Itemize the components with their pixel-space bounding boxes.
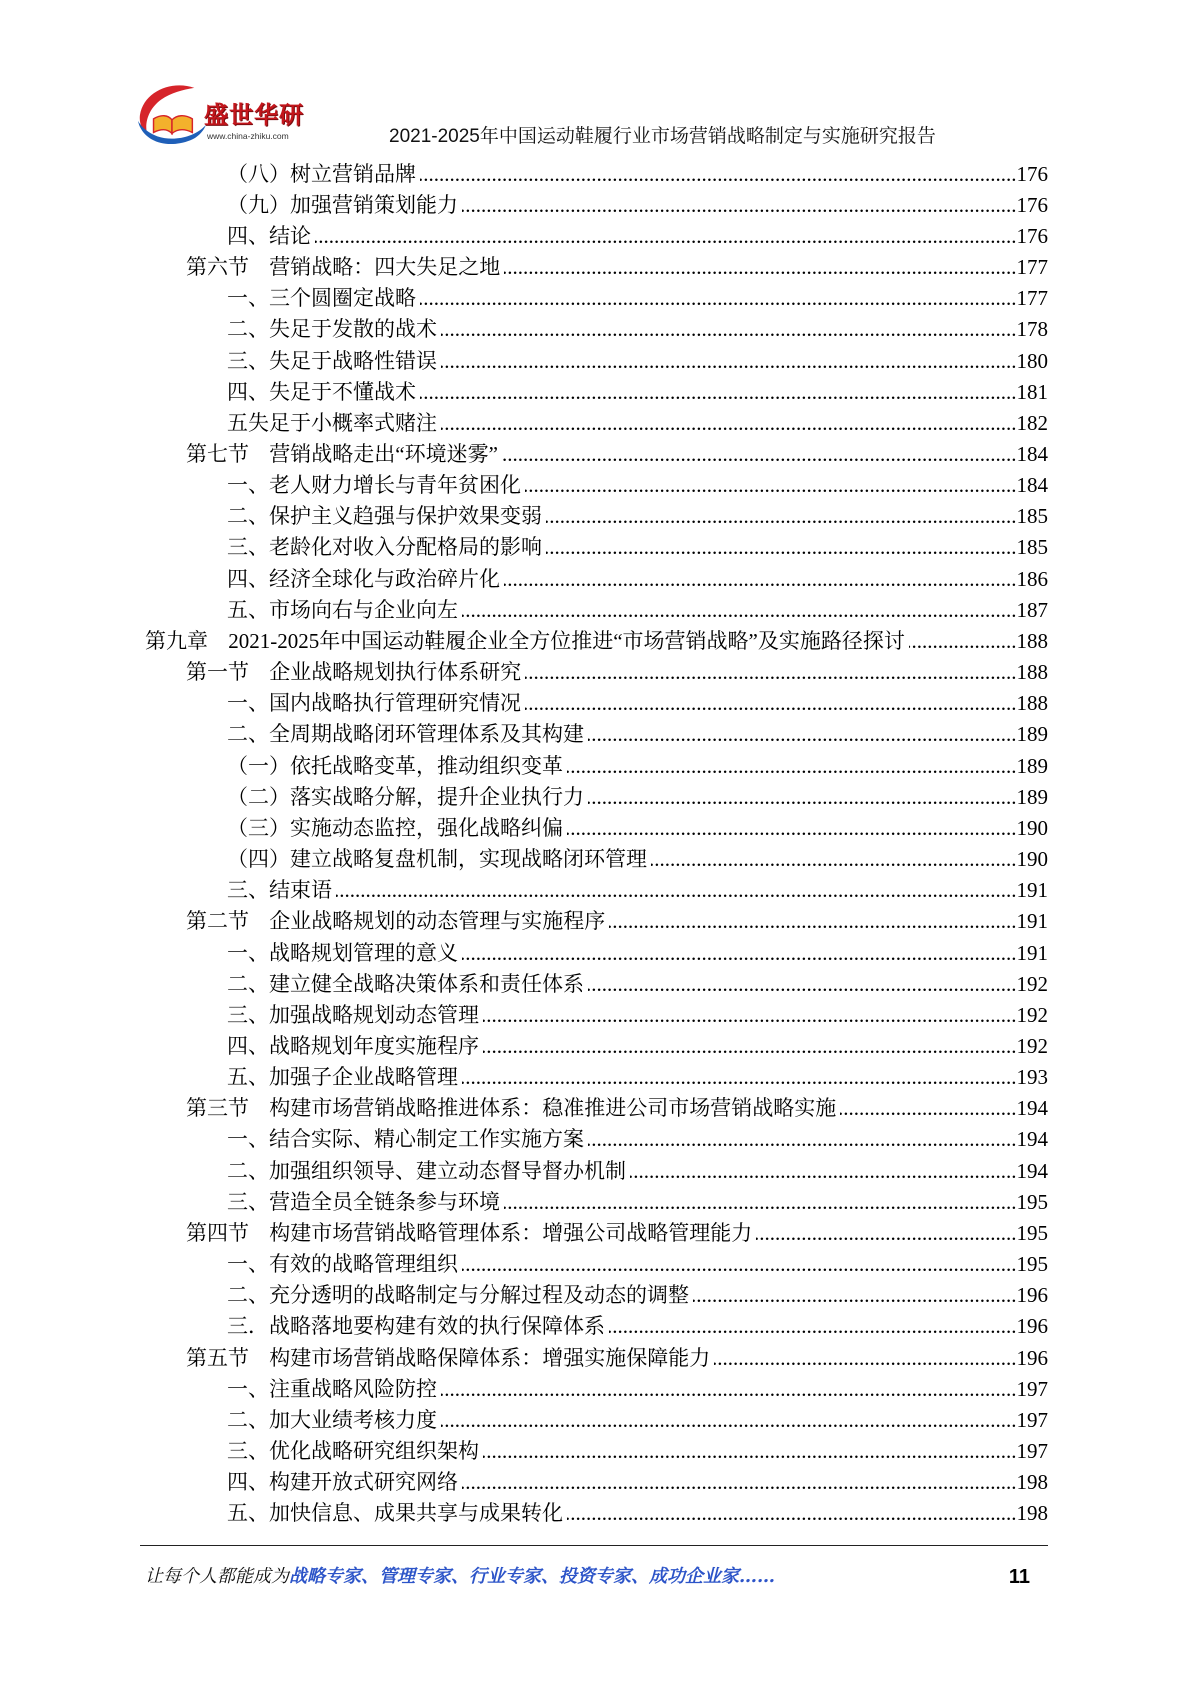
logo-url: www.china-zhiku.com <box>207 131 289 141</box>
toc-entry-title: 一、国内战略执行管理研究情况 <box>227 691 521 716</box>
toc-entry-page: 195 <box>1016 1252 1048 1277</box>
toc-entry-title: 四、构建开放式研究网络 <box>227 1470 458 1495</box>
toc-entry-page: 196 <box>1016 1314 1048 1339</box>
toc-entry-page: 196 <box>1016 1345 1048 1370</box>
toc-entry-page: 191 <box>1016 909 1048 934</box>
page-number: 11 <box>1008 1566 1030 1588</box>
toc-entry-page: 184 <box>1016 442 1048 466</box>
toc-entry-title: 第三节 构建市场营销战略推进体系：稳准推进公司市场营销战略实施 <box>186 1096 837 1121</box>
dot-leader <box>588 1124 1017 1155</box>
toc-entry-item[interactable] <box>227 1436 1048 1467</box>
logo-name: 盛世华研 <box>204 101 304 129</box>
toc-entry-page: 177 <box>1016 255 1048 280</box>
toc-entry-item[interactable] <box>227 408 1048 439</box>
toc-entry-item[interactable] <box>227 595 1048 626</box>
toc-entry-page: 177 <box>1016 286 1048 311</box>
dot-leader <box>441 408 1017 439</box>
dot-leader <box>504 1187 1017 1218</box>
toc-entry-page: 190 <box>1016 815 1048 840</box>
toc-entry-item[interactable] <box>227 564 1048 595</box>
toc-entry-title: （四）建立战略复盘机制，实现战略闭环管理 <box>227 847 647 872</box>
toc-entry-title: 二、全周期战略闭环管理体系及其构建 <box>227 722 584 747</box>
toc-entry-item[interactable] <box>227 938 1048 969</box>
dot-leader <box>840 1093 1016 1124</box>
toc-entry-page: 196 <box>1016 1283 1048 1308</box>
toc-entry-item[interactable] <box>227 1249 1048 1280</box>
toc-entry-title: 三、失足于战略性错误 <box>227 348 437 373</box>
toc-entry-title: 五、加强子企业战略管理 <box>227 1065 458 1090</box>
toc-entry-page: 191 <box>1016 878 1048 903</box>
toc-entry-title: 一、战略规划管理的意义 <box>227 940 458 965</box>
toc-entry-page: 176 <box>1016 161 1048 186</box>
toc-entry-title: 第五节 构建市场营销战略保障体系：增强实施保障能力 <box>186 1345 711 1370</box>
toc-entry-title: 三、结束语 <box>227 878 332 903</box>
toc-entry-title: 第九章 2021-2025年中国运动鞋履企业全方位推进“市场营销战略”及实施路径探讨 <box>145 628 905 653</box>
toc-entry-title: 五失足于小概率式赌注 <box>227 410 437 435</box>
toc-entry-page: 185 <box>1016 535 1048 560</box>
toc-entry-title: （三）实施动态监控，强化战略纠偏 <box>227 815 563 840</box>
toc-entry-page: 186 <box>1016 566 1048 591</box>
toc-entry-page: 190 <box>1016 847 1048 872</box>
toc-entry-title: 一、老人财力增长与青年贫困化 <box>227 473 521 498</box>
dot-leader <box>909 626 1017 657</box>
toc-entry-item[interactable] <box>227 688 1048 719</box>
toc-entry-subitem[interactable] <box>227 813 1048 844</box>
toc-entry-section[interactable] <box>186 906 1048 937</box>
toc-entry-item[interactable] <box>227 1311 1048 1342</box>
report-title: 2021-2025年中国运动鞋履行业市场营销战略制定与实施研究报告 <box>389 126 936 147</box>
toc-entry-title: 四、结论 <box>227 223 311 248</box>
dot-leader <box>462 595 1017 626</box>
dot-leader <box>420 159 1017 190</box>
toc-entry-item[interactable] <box>227 875 1048 906</box>
toc-entry-subitem[interactable] <box>227 159 1048 190</box>
dot-leader <box>525 657 1016 688</box>
dot-leader <box>567 751 1017 782</box>
toc-entry-page: 189 <box>1016 784 1048 809</box>
table-of-contents <box>0 159 1191 1530</box>
toc-entry-item[interactable] <box>227 1031 1048 1062</box>
toc-entry-page: 197 <box>1016 1439 1048 1463</box>
toc-entry-item[interactable] <box>227 1405 1048 1436</box>
toc-entry-page: 195 <box>1016 1189 1048 1214</box>
toc-entry-page: 192 <box>1016 971 1048 996</box>
toc-entry-title: 一、结合实际、精心制定工作实施方案 <box>227 1127 584 1152</box>
toc-entry-section[interactable] <box>186 657 1048 688</box>
dot-leader <box>567 1498 1017 1529</box>
dot-leader <box>567 813 1017 844</box>
toc-entry-title: 五、加快信息、成果共享与成果转化 <box>227 1501 563 1526</box>
dot-leader <box>504 252 1016 283</box>
toc-entry-item[interactable] <box>227 1187 1048 1218</box>
dot-leader <box>630 1156 1017 1187</box>
toc-entry-item[interactable] <box>227 470 1048 501</box>
toc-entry-title: 四、失足于不懂战术 <box>227 379 416 404</box>
dot-leader <box>502 439 1017 470</box>
toc-entry-title: 二、加大业绩考核力度 <box>227 1407 437 1432</box>
toc-entry-item[interactable] <box>227 314 1048 345</box>
toc-entry-page: 176 <box>1016 223 1048 248</box>
toc-entry-page: 181 <box>1016 379 1048 404</box>
company-logo <box>0 0 304 141</box>
toc-entry-item[interactable] <box>227 1062 1048 1093</box>
toc-entry-title: 二、失足于发散的战术 <box>227 317 437 342</box>
footer-slogan-lead: 让每个人都能成为 <box>145 1566 289 1587</box>
toc-entry-subitem[interactable] <box>227 782 1048 813</box>
toc-entry-item[interactable] <box>227 1374 1048 1405</box>
toc-entry-title: （一）依托战略变革，推动组织变革 <box>227 753 563 778</box>
toc-entry-title: 第六节 营销战略：四大失足之地 <box>186 255 501 280</box>
toc-entry-title: 二、加强组织领导、建立动态督导督办机制 <box>227 1158 626 1183</box>
toc-entry-title: 二、充分透明的战略制定与分解过程及动态的调整 <box>227 1283 689 1308</box>
toc-entry-title: 一、有效的战略管理组织 <box>227 1252 458 1277</box>
dot-leader <box>609 1311 1017 1342</box>
dot-leader <box>483 1031 1017 1062</box>
toc-entry-title: 四、经济全球化与政治碎片化 <box>227 566 500 591</box>
toc-entry-page: 188 <box>1016 691 1048 716</box>
toc-entry-title: 第二节 企业战略规划的动态管理与实施程序 <box>186 909 606 934</box>
dot-leader <box>693 1280 1017 1311</box>
toc-entry-title: 三、加强战略规划动态管理 <box>227 1002 479 1027</box>
toc-entry-page: 192 <box>1016 1002 1048 1027</box>
toc-entry-item[interactable] <box>227 532 1048 563</box>
toc-entry-page: 194 <box>1016 1158 1048 1183</box>
footer-slogan <box>145 1566 775 1588</box>
toc-entry-page: 198 <box>1016 1470 1048 1495</box>
toc-entry-page: 178 <box>1016 317 1048 342</box>
toc-entry-item[interactable] <box>227 719 1048 750</box>
toc-entry-page: 197 <box>1016 1376 1048 1401</box>
toc-entry-title: 第四节 构建市场营销战略管理体系：增强公司战略管理能力 <box>186 1220 753 1245</box>
toc-entry-page: 194 <box>1016 1096 1048 1121</box>
footer-rule <box>140 1545 1048 1546</box>
toc-entry-section[interactable] <box>186 1343 1048 1374</box>
toc-entry-page: 188 <box>1016 660 1048 685</box>
toc-entry-title: 二、保护主义趋强与保护效果变弱 <box>227 504 542 529</box>
toc-entry-page: 193 <box>1016 1065 1048 1090</box>
toc-entry-page: 198 <box>1016 1501 1048 1526</box>
dot-leader <box>483 1436 1017 1467</box>
dot-leader <box>525 688 1017 719</box>
toc-entry-subitem[interactable] <box>227 190 1048 221</box>
toc-entry-page: 189 <box>1016 722 1048 747</box>
toc-entry-subitem[interactable] <box>227 844 1048 875</box>
toc-entry-item[interactable] <box>227 1280 1048 1311</box>
toc-entry-title: （九）加强营销策划能力 <box>227 192 458 217</box>
toc-entry-item[interactable] <box>227 501 1048 532</box>
toc-entry-title: 五、市场向右与企业向左 <box>227 597 458 622</box>
toc-entry-title: 第一节 企业战略规划执行体系研究 <box>186 660 522 685</box>
dot-leader <box>609 906 1016 937</box>
toc-entry-title: 三．战略落地要构建有效的执行保障体系 <box>227 1314 605 1339</box>
toc-entry-page: 192 <box>1016 1033 1048 1058</box>
toc-entry-page: 189 <box>1016 753 1048 778</box>
toc-entry-title: 三、营造全员全链条参与环境 <box>227 1189 500 1214</box>
dot-leader <box>546 532 1017 563</box>
dot-leader <box>441 1374 1017 1405</box>
shengshi-huayan-logo-icon <box>136 82 206 148</box>
toc-entry-subitem[interactable] <box>227 751 1048 782</box>
dot-leader <box>483 1000 1017 1031</box>
toc-entry-page: 191 <box>1016 940 1048 965</box>
dot-leader <box>336 875 1017 906</box>
toc-entry-section[interactable] <box>186 252 1048 283</box>
toc-entry-page: 197 <box>1016 1407 1048 1432</box>
toc-entry-section[interactable] <box>186 1093 1048 1124</box>
dot-leader <box>588 782 1017 813</box>
toc-entry-section[interactable] <box>186 1218 1048 1249</box>
toc-entry-title: 一、三个圆圈定战略 <box>227 286 416 311</box>
logo-book-left-page <box>154 116 172 134</box>
toc-entry-title: 三、优化战略研究组织架构 <box>227 1439 479 1463</box>
dot-leader <box>504 564 1017 595</box>
toc-entry-page: 185 <box>1016 504 1048 529</box>
toc-entry-item[interactable] <box>227 969 1048 1000</box>
dot-leader <box>588 969 1017 1000</box>
toc-entry-title: （八）树立营销品牌 <box>227 161 416 186</box>
toc-entry-page: 194 <box>1016 1127 1048 1152</box>
toc-entry-title: 四、战略规划年度实施程序 <box>227 1033 479 1058</box>
logo-book-right-page <box>172 116 192 134</box>
toc-entry-item[interactable] <box>227 1124 1048 1155</box>
toc-entry-page: 180 <box>1016 348 1048 373</box>
dot-leader <box>462 1467 1017 1498</box>
toc-entry-page: 187 <box>1016 597 1048 622</box>
dot-leader <box>651 844 1017 875</box>
dot-leader <box>462 1249 1017 1280</box>
toc-entry-section[interactable] <box>186 439 1048 470</box>
dot-leader <box>462 1062 1017 1093</box>
toc-entry-page: 188 <box>1016 628 1048 653</box>
toc-entry-chapter[interactable] <box>145 626 1048 657</box>
toc-entry-item[interactable] <box>227 377 1048 408</box>
toc-entry-page: 184 <box>1016 473 1048 498</box>
toc-entry-title: 二、建立健全战略决策体系和责任体系 <box>227 971 584 996</box>
dot-leader <box>756 1218 1016 1249</box>
toc-entry-title: 第七节 营销战略走出“环境迷雾” <box>186 442 498 466</box>
dot-leader <box>420 377 1017 408</box>
toc-entry-page: 195 <box>1016 1220 1048 1245</box>
dot-leader <box>441 314 1017 345</box>
dot-leader <box>441 1405 1017 1436</box>
toc-entry-item[interactable] <box>227 1467 1048 1498</box>
toc-entry-page: 176 <box>1016 192 1048 217</box>
toc-entry-item[interactable] <box>227 1156 1048 1187</box>
toc-entry-item[interactable] <box>227 1000 1048 1031</box>
toc-entry-title: 一、注重战略风险防控 <box>227 1376 437 1401</box>
dot-leader <box>462 938 1017 969</box>
dot-leader <box>441 346 1017 377</box>
footer-slogan-highlight: 战略专家、管理专家、行业专家、投资专家、成功企业家…… <box>289 1566 775 1587</box>
toc-entry-item[interactable] <box>227 1498 1048 1529</box>
dot-leader <box>714 1343 1016 1374</box>
dot-leader <box>546 501 1017 532</box>
toc-entry-title: （二）落实战略分解，提升企业执行力 <box>227 784 584 809</box>
dot-leader <box>588 719 1017 750</box>
dot-leader <box>525 470 1017 501</box>
toc-entry-item[interactable] <box>227 221 1048 252</box>
dot-leader <box>315 221 1017 252</box>
toc-entry-title: 三、老龄化对收入分配格局的影响 <box>227 535 542 560</box>
dot-leader <box>420 283 1017 314</box>
toc-entry-page: 182 <box>1016 410 1048 435</box>
toc-entry-item[interactable] <box>227 283 1048 314</box>
dot-leader <box>462 190 1017 221</box>
toc-entry-item[interactable] <box>227 346 1048 377</box>
